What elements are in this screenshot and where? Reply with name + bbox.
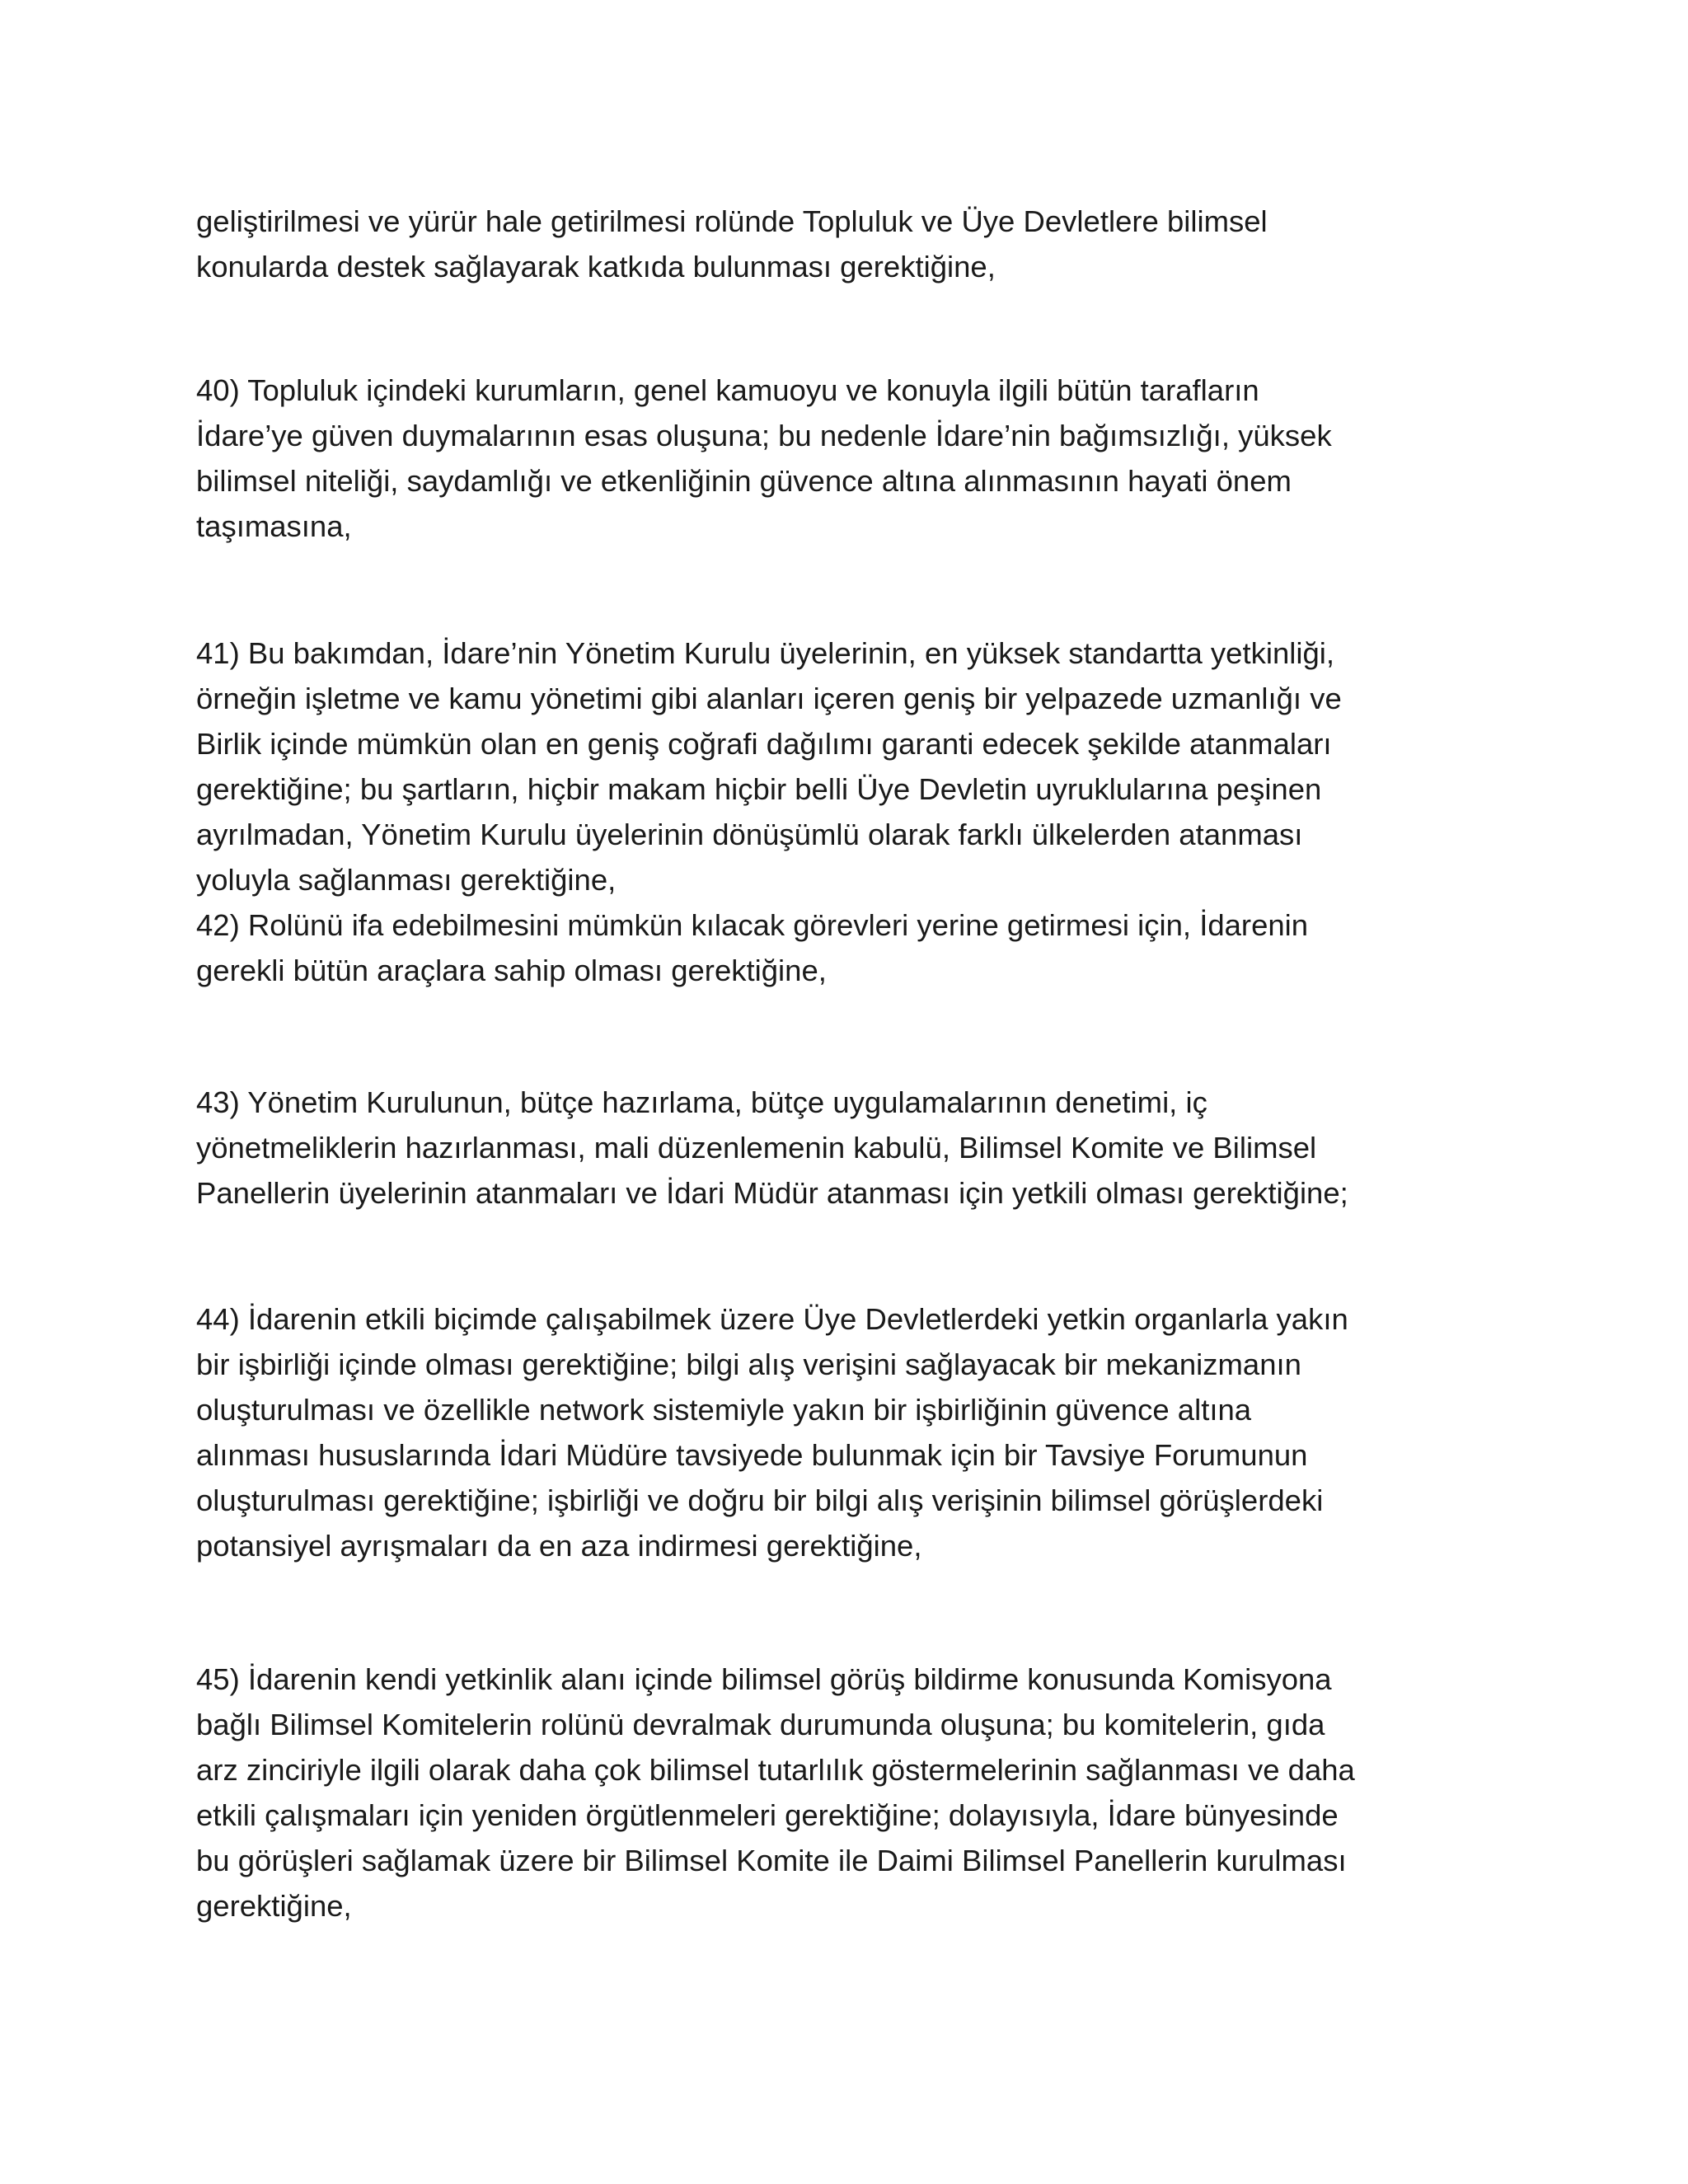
paragraph-line: konularda destek sağlayarak katkıda bulunması gerektiğine, (196, 250, 996, 284)
paragraph-line: oluşturulması gerektiğine; işbirliği ve doğru bir bilgi alış verişinin bilimsel görüşlerdeki (196, 1483, 1324, 1517)
paragraph-line: yönetmeliklerin hazırlanması, mali düzenlemenin kabulü, Bilimsel Komite ve Bilimsel (196, 1131, 1317, 1165)
paragraph-line: potansiyel ayrışmaları da en aza indirmesi gerektiğine, (196, 1529, 922, 1563)
paragraph-line: bir işbirliği içinde olması gerektiğine; bilgi alış verişini sağlayacak bir mekanizmanın (196, 1347, 1301, 1381)
paragraph-line: gerektiğine, (196, 1889, 352, 1923)
paragraph-line: yoluyla sağlanması gerektiğine, (196, 863, 617, 897)
paragraph-line: İdare’ye güven duymalarının esas oluşuna; bu nedenle İdare’nin bağımsızlığı, yüksek (196, 419, 1332, 452)
paragraph-line: alınması hususlarında İdari Müdüre tavsiyede bulunmak için bir Tavsiye Forumunun (196, 1438, 1308, 1472)
paragraph-line: 43) Yönetim Kurulunun, bütçe hazırlama, bütçe uygulamalarının denetimi, iç (196, 1085, 1207, 1119)
paragraph-continuation (196, 199, 1482, 289)
paragraph-line: 42) Rolünü ifa edebilmesini mümkün kılacak görevleri yerine getirmesi için, İdarenin (196, 908, 1309, 942)
paragraph-line: etkili çalışmaları için yeniden örgütlenmeleri gerektiğine; dolayısıyla, İdare bünyesinde (196, 1798, 1339, 1832)
paragraph-42 (196, 902, 1482, 993)
paragraph-line: taşımasına, (196, 509, 352, 543)
paragraph-line: arz zinciriyle ilgili olarak daha çok bilimsel tutarlılık göstermelerinin sağlanması ve daha (196, 1753, 1355, 1787)
paragraph-line: Panellerin üyelerinin atanmaları ve İdari Müdür atanması için yetkili olması gerektiğine; (196, 1176, 1348, 1210)
paragraph-line: bu görüşleri sağlamak üzere bir Bilimsel Komite ile Daimi Bilimsel Panellerin kurulması (196, 1844, 1347, 1877)
paragraph-line: gerektiğine; bu şartların, hiçbir makam hiçbir belli Üye Devletin uyruklularına peşinen (196, 772, 1322, 806)
paragraph-line: bağlı Bilimsel Komitelerin rolünü devralmak durumunda oluşuna; bu komitelerin, gıda (196, 1708, 1325, 1741)
paragraph-line: 45) İdarenin kendi yetkinlik alanı içinde bilimsel görüş bildirme konusunda Komisyona (196, 1662, 1332, 1696)
paragraph-line: Birlik içinde mümkün olan en geniş coğrafi dağılımı garanti edecek şekilde atanmaları (196, 727, 1332, 761)
paragraph-line: örneğin işletme ve kamu yönetimi gibi alanları içeren geniş bir yelpazede uzmanlığı ve (196, 682, 1342, 715)
paragraph-41 (196, 630, 1482, 902)
paragraph-line: geliştirilmesi ve yürür hale getirilmesi rolünde Topluluk ve Üye Devletlere bilimsel (196, 204, 1268, 238)
paragraph-line: 44) İdarenin etkili biçimde çalışabilmek üzere Üye Devletlerdeki yetkin organlarla yakın (196, 1302, 1348, 1336)
paragraph-line: 41) Bu bakımdan, İdare’nin Yönetim Kurulu üyelerinin, en yüksek standartta yetkinliği, (196, 636, 1335, 670)
paragraph-line: bilimsel niteliği, saydamlığı ve etkenliğinin güvence altına alınmasının hayati önem (196, 464, 1292, 498)
paragraph-line: 40) Topluluk içindeki kurumların, genel kamuoyu ve konuyla ilgili bütün tarafların (196, 373, 1259, 407)
paragraph-45 (196, 1657, 1482, 1929)
paragraph-43 (196, 1080, 1482, 1216)
paragraph-40 (196, 368, 1482, 549)
paragraph-line: ayrılmadan, Yönetim Kurulu üyelerinin dönüşümlü olarak farklı ülkelerden atanması (196, 818, 1303, 851)
paragraph-44 (196, 1296, 1482, 1568)
paragraph-line: gerekli bütün araçlara sahip olması gerektiğine, (196, 954, 827, 987)
paragraph-line: oluşturulması ve özellikle network sistemiyle yakın bir işbirliğinin güvence altına (196, 1393, 1252, 1427)
